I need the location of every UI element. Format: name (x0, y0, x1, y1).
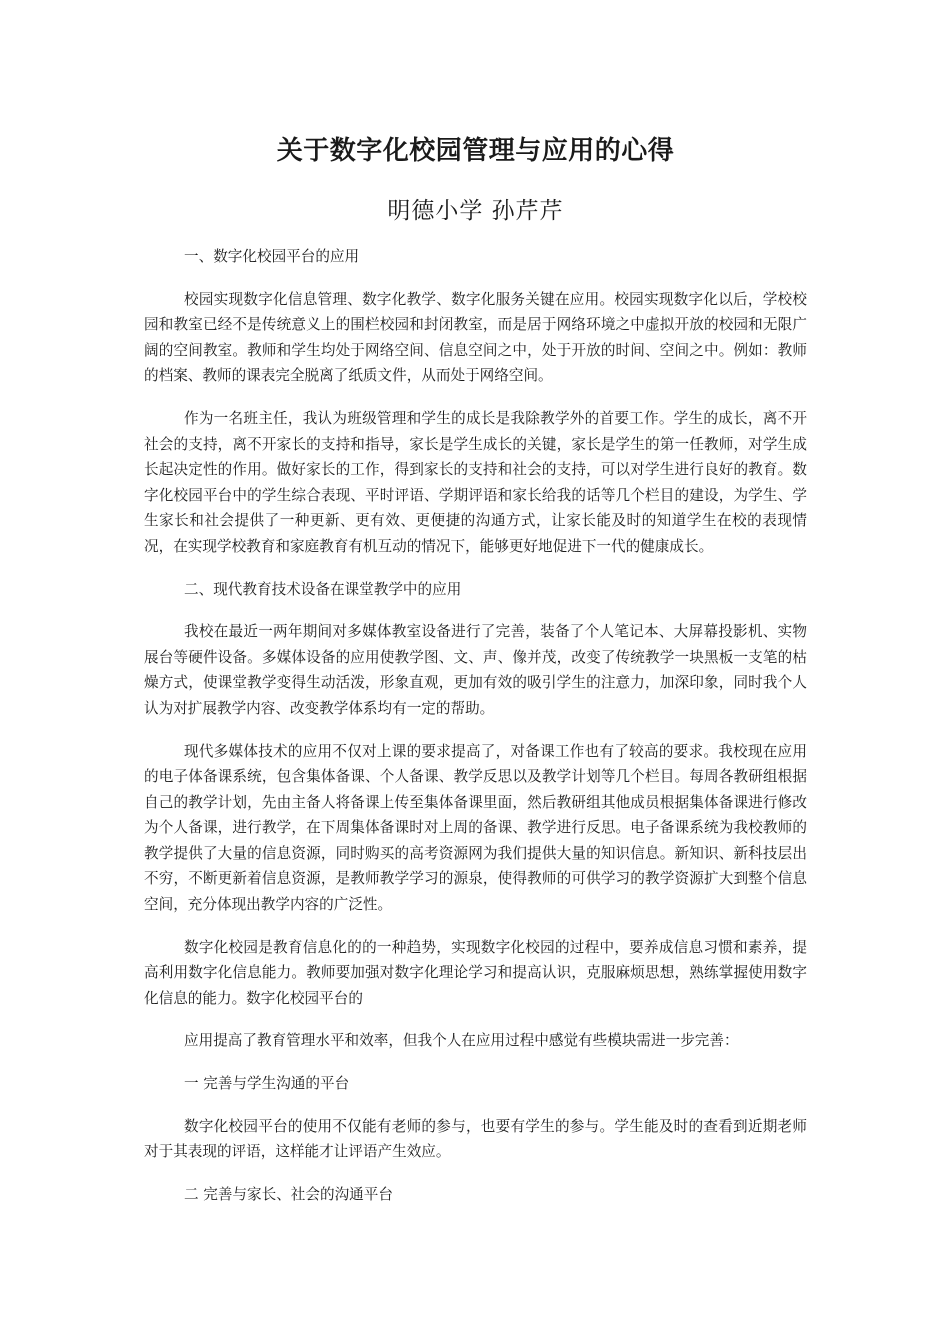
document-title: 关于数字化校园管理与应用的心得 (276, 136, 675, 166)
paragraph: 校园实现数字化信息管理、数字化教学、数字化服务关键在应用。校园实现数字化以后，学校校园和教室已经不是传统意义上的围栏校园和封闭教室，而是居于网络环境之中虚拟开放的校园和无限广阔的空间教室。教师和学生均处于网络空间、信息空间之中，处于开放的时间、空间之中。例如：教师的档案、教师的课表完全脱离了纸质文件，从而处于网络空间。 (144, 290, 807, 385)
paragraph: 数字化校园是教育信息化的的一种趋势，实现数字化校园的过程中，要养成信息习惯和素养，提高利用数字化信息能力。教师要加强对数字化理论学习和提高认识，克服麻烦思想，熟练掌握使用数字化信息的能力。数字化校园平台的 (144, 938, 807, 1007)
subsection-heading: 二 完善与家长、社会的沟通平台 (184, 1185, 393, 1203)
paragraph: 现代多媒体技术的应用不仅对上课的要求提高了，对备课工作也有了较高的要求。我校现在应用的电子体备课系统，包含集体备课、个人备课、教学反思以及教学计划等几个栏目。每周各教研组根据自己的教学计划，先由主备人将备课上传至集体备课里面，然后教研组其他成员根据集体备课进行修改为个人备课，进行教学，在下周集体备课时对上周的备课、教学进行反思。电子备课系统为我校教师的教学提供了大量的信息资源，同时购买的高考资源网为我们提供大量的知识信息。新知识、新科技层出不穷，不断更新着信息资源，是教师教学学习的源泉，使得教师的可供学习的教学资源扩大到整个信息空间，充分体现出教学内容的广泛性。 (144, 742, 807, 914)
document-author: 明德小学 孙芹芹 (387, 198, 564, 224)
section-heading: 一、数字化校园平台的应用 (184, 248, 360, 265)
paragraph: 我校在最近一两年期间对多媒体教室设备进行了完善，装备了个人笔记本、大屏幕投影机、实物展台等硬件设备。多媒体设备的应用使教学图、文、声、像并茂，改变了传统教学一块黑板一支笔的枯燥方式，使课堂教学变得生动活泼，形象直观，更加有效的吸引学生的注意力，加深印象，同时我个人认为对扩展教学内容、改变教学体系均有一定的帮助。 (144, 623, 807, 717)
paragraph: 作为一名班主任，我认为班级管理和学生的成长是我除教学外的首要工作。学生的成长，离不开社会的支持，离不开家长的支持和指导，家长是学生成长的关键，家长是学生的第一任教师，对学生成长起决定性的作用。做好家长的工作，得到家长的支持和社会的支持，可以对学生进行良好的教育。数字化校园平台中的学生综合表现、平时评语、学期评语和家长给我的话等几个栏目的建设，为学生、学生家长和社会提供了一种更新、更有效、更便捷的沟通方式，让家长能及时的知道学生在校的表现情况，在实现学校教育和家庭教育有机互动的情况下，能够更好地促进下一代的健康成长。 (144, 409, 807, 555)
paragraph: 数字化校园平台的使用不仅能有老师的参与，也要有学生的参与。学生能及时的查看到近期老师对于其表现的评语，这样能才让评语产生效应。 (144, 1117, 807, 1161)
document-body (144, 244, 807, 1224)
section-heading: 二、现代教育技术设备在课堂教学中的应用 (184, 580, 462, 598)
paragraph: 应用提高了教育管理水平和效率，但我个人在应用过程中感觉有些模块需进一步完善： (184, 1032, 739, 1050)
subsection-heading: 一 完善与学生沟通的平台 (184, 1075, 350, 1093)
